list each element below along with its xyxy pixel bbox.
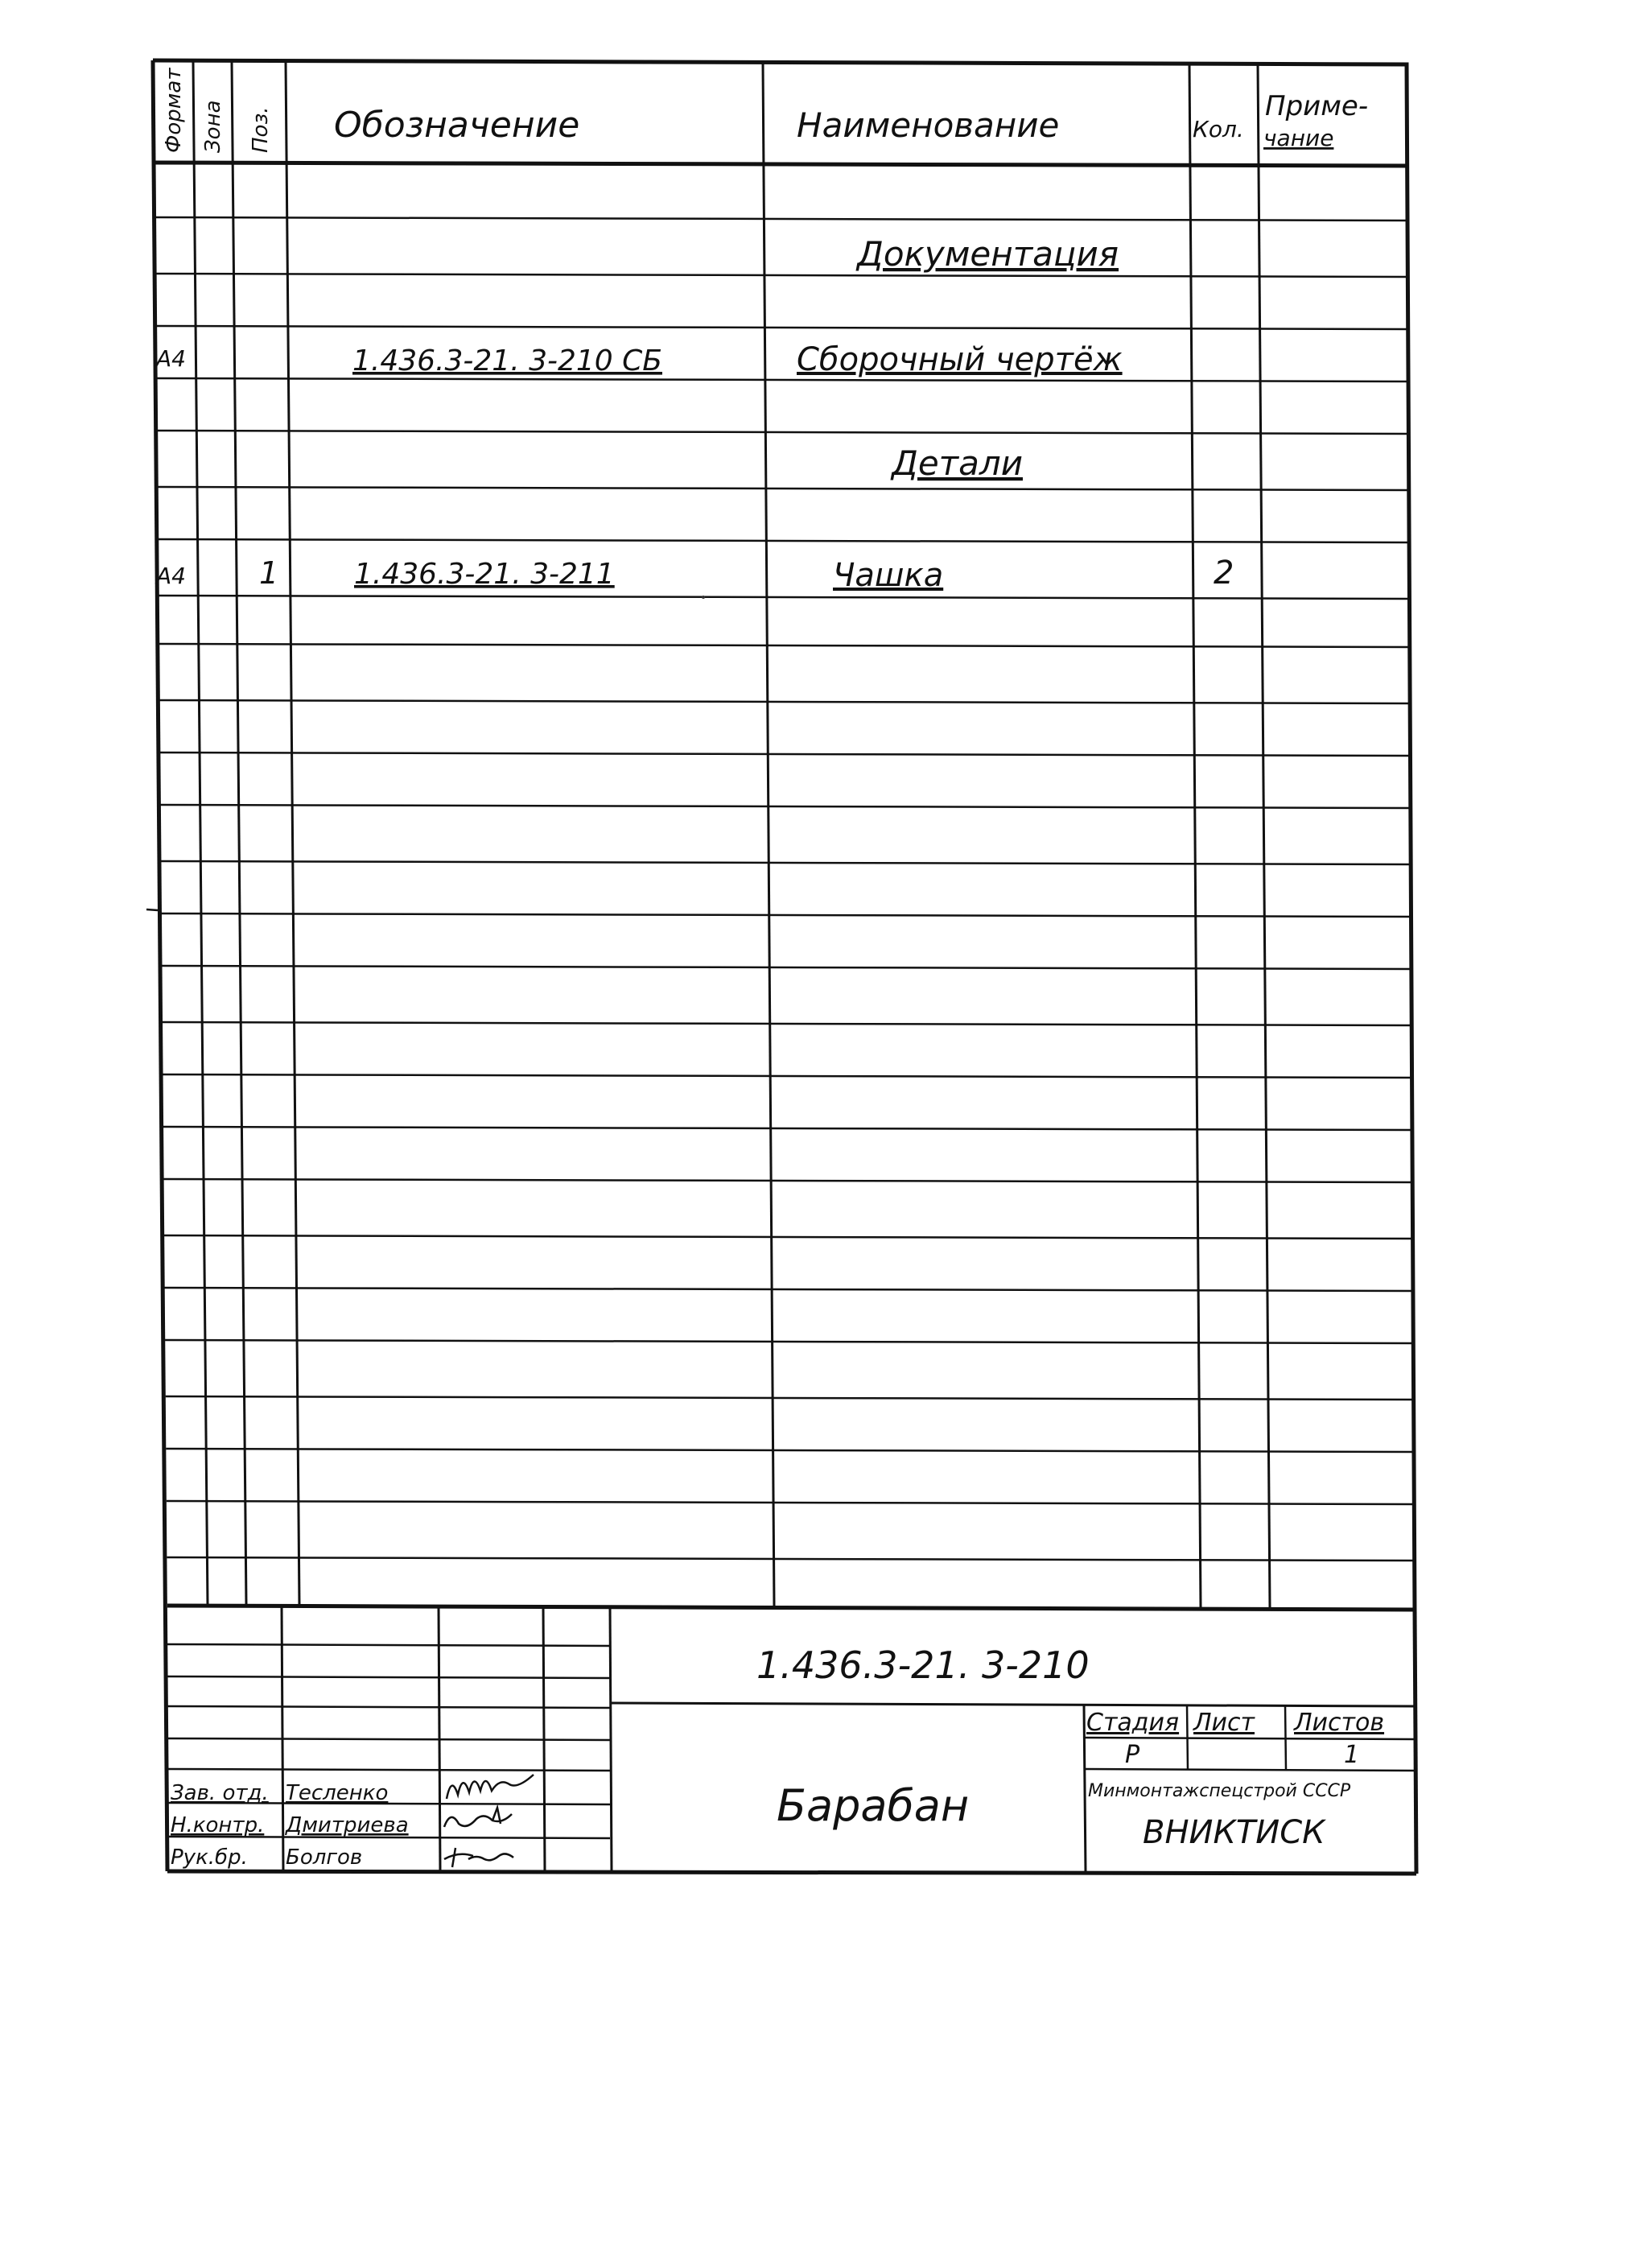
scan-dot [702,596,705,599]
table-rule-line [155,274,1407,277]
row-format: А4 [156,563,186,589]
signature-role: Зав. отд. [171,1781,269,1805]
table-rule-line [156,378,1408,381]
table-row [155,555,1234,594]
table-rule-line [166,1449,1414,1452]
drawing-title: Барабан [777,1780,970,1831]
section-details: Детали [892,443,1023,483]
row-name: Чашка [833,557,944,594]
table-rule-line [159,700,1410,703]
table-rule-line [161,861,1411,864]
table-rule-line [167,1501,1415,1504]
table-rule-line [163,1022,1412,1025]
header-name: Наименование [797,105,1060,145]
header-note-line2: чание [1263,125,1334,151]
table-rule-line [161,913,1411,917]
row-pos: 1 [259,555,279,591]
table-row [155,341,1123,378]
table-rule-line [163,1179,1412,1182]
ministry: Минмонтажспецстрой СССР [1088,1781,1351,1801]
table-rule-line [155,217,1408,221]
signature-row [171,1845,513,1870]
table-rule-line [160,805,1411,808]
header-designation: Обозначение [334,105,580,146]
table-rule-line [156,326,1408,329]
table-rule-line [163,1074,1412,1078]
signature-row [171,1808,512,1837]
sheet-label: Лист [1193,1709,1255,1737]
signature-name: Тесленко [286,1781,389,1805]
sheets-value: 1 [1344,1741,1360,1769]
handwritten-signature [444,1848,513,1867]
handwritten-signature [444,1808,512,1827]
table-rule-line [159,644,1410,647]
table-rule-line [157,431,1409,434]
handwritten-signature [447,1775,534,1799]
table-rule-line [158,539,1409,542]
section-documentation: Документация [857,234,1119,274]
table-rule-line [165,1340,1413,1343]
table-rule-line [160,753,1411,756]
document-code: 1.436.3-21. 3-210 [756,1643,1090,1687]
table-rule-line [166,1396,1414,1400]
sheets-label: Листов [1294,1709,1385,1737]
row-qty: 2 [1214,555,1234,592]
row-designation: 1.436.3-21. 3-211 [354,558,615,591]
table-rule-line [167,1557,1414,1561]
header-pos: Поз. [249,106,273,153]
signature-name: Дмитриева [286,1813,409,1837]
row-name: Сборочный чертёж [797,341,1123,378]
signature-role: Н.контр. [171,1813,265,1837]
scan-mark [146,909,158,910]
row-designation: 1.436.3-21. 3-210 СБ [352,344,662,377]
table-rule-line [164,1235,1413,1239]
header-note-line1: Приме- [1265,90,1369,122]
stage-value: Р [1125,1741,1140,1769]
table-rule-line [158,487,1409,490]
header-zone: Зона [201,100,225,153]
organization: ВНИКТИСК [1143,1814,1325,1851]
table-rule-line [163,1127,1412,1130]
signature-row [171,1775,534,1805]
table-rule-line [162,966,1411,969]
table-rule-line [164,1288,1413,1291]
header-format: Формат [162,68,186,153]
signature-name: Болгов [286,1845,363,1870]
row-format: А4 [156,345,186,372]
stage-label: Стадия [1086,1709,1180,1737]
spec-table-grid [153,60,1415,1871]
signature-role: Рук.бр. [171,1845,248,1870]
header-qty: Кол. [1193,116,1244,142]
table-rule-line [159,596,1410,599]
